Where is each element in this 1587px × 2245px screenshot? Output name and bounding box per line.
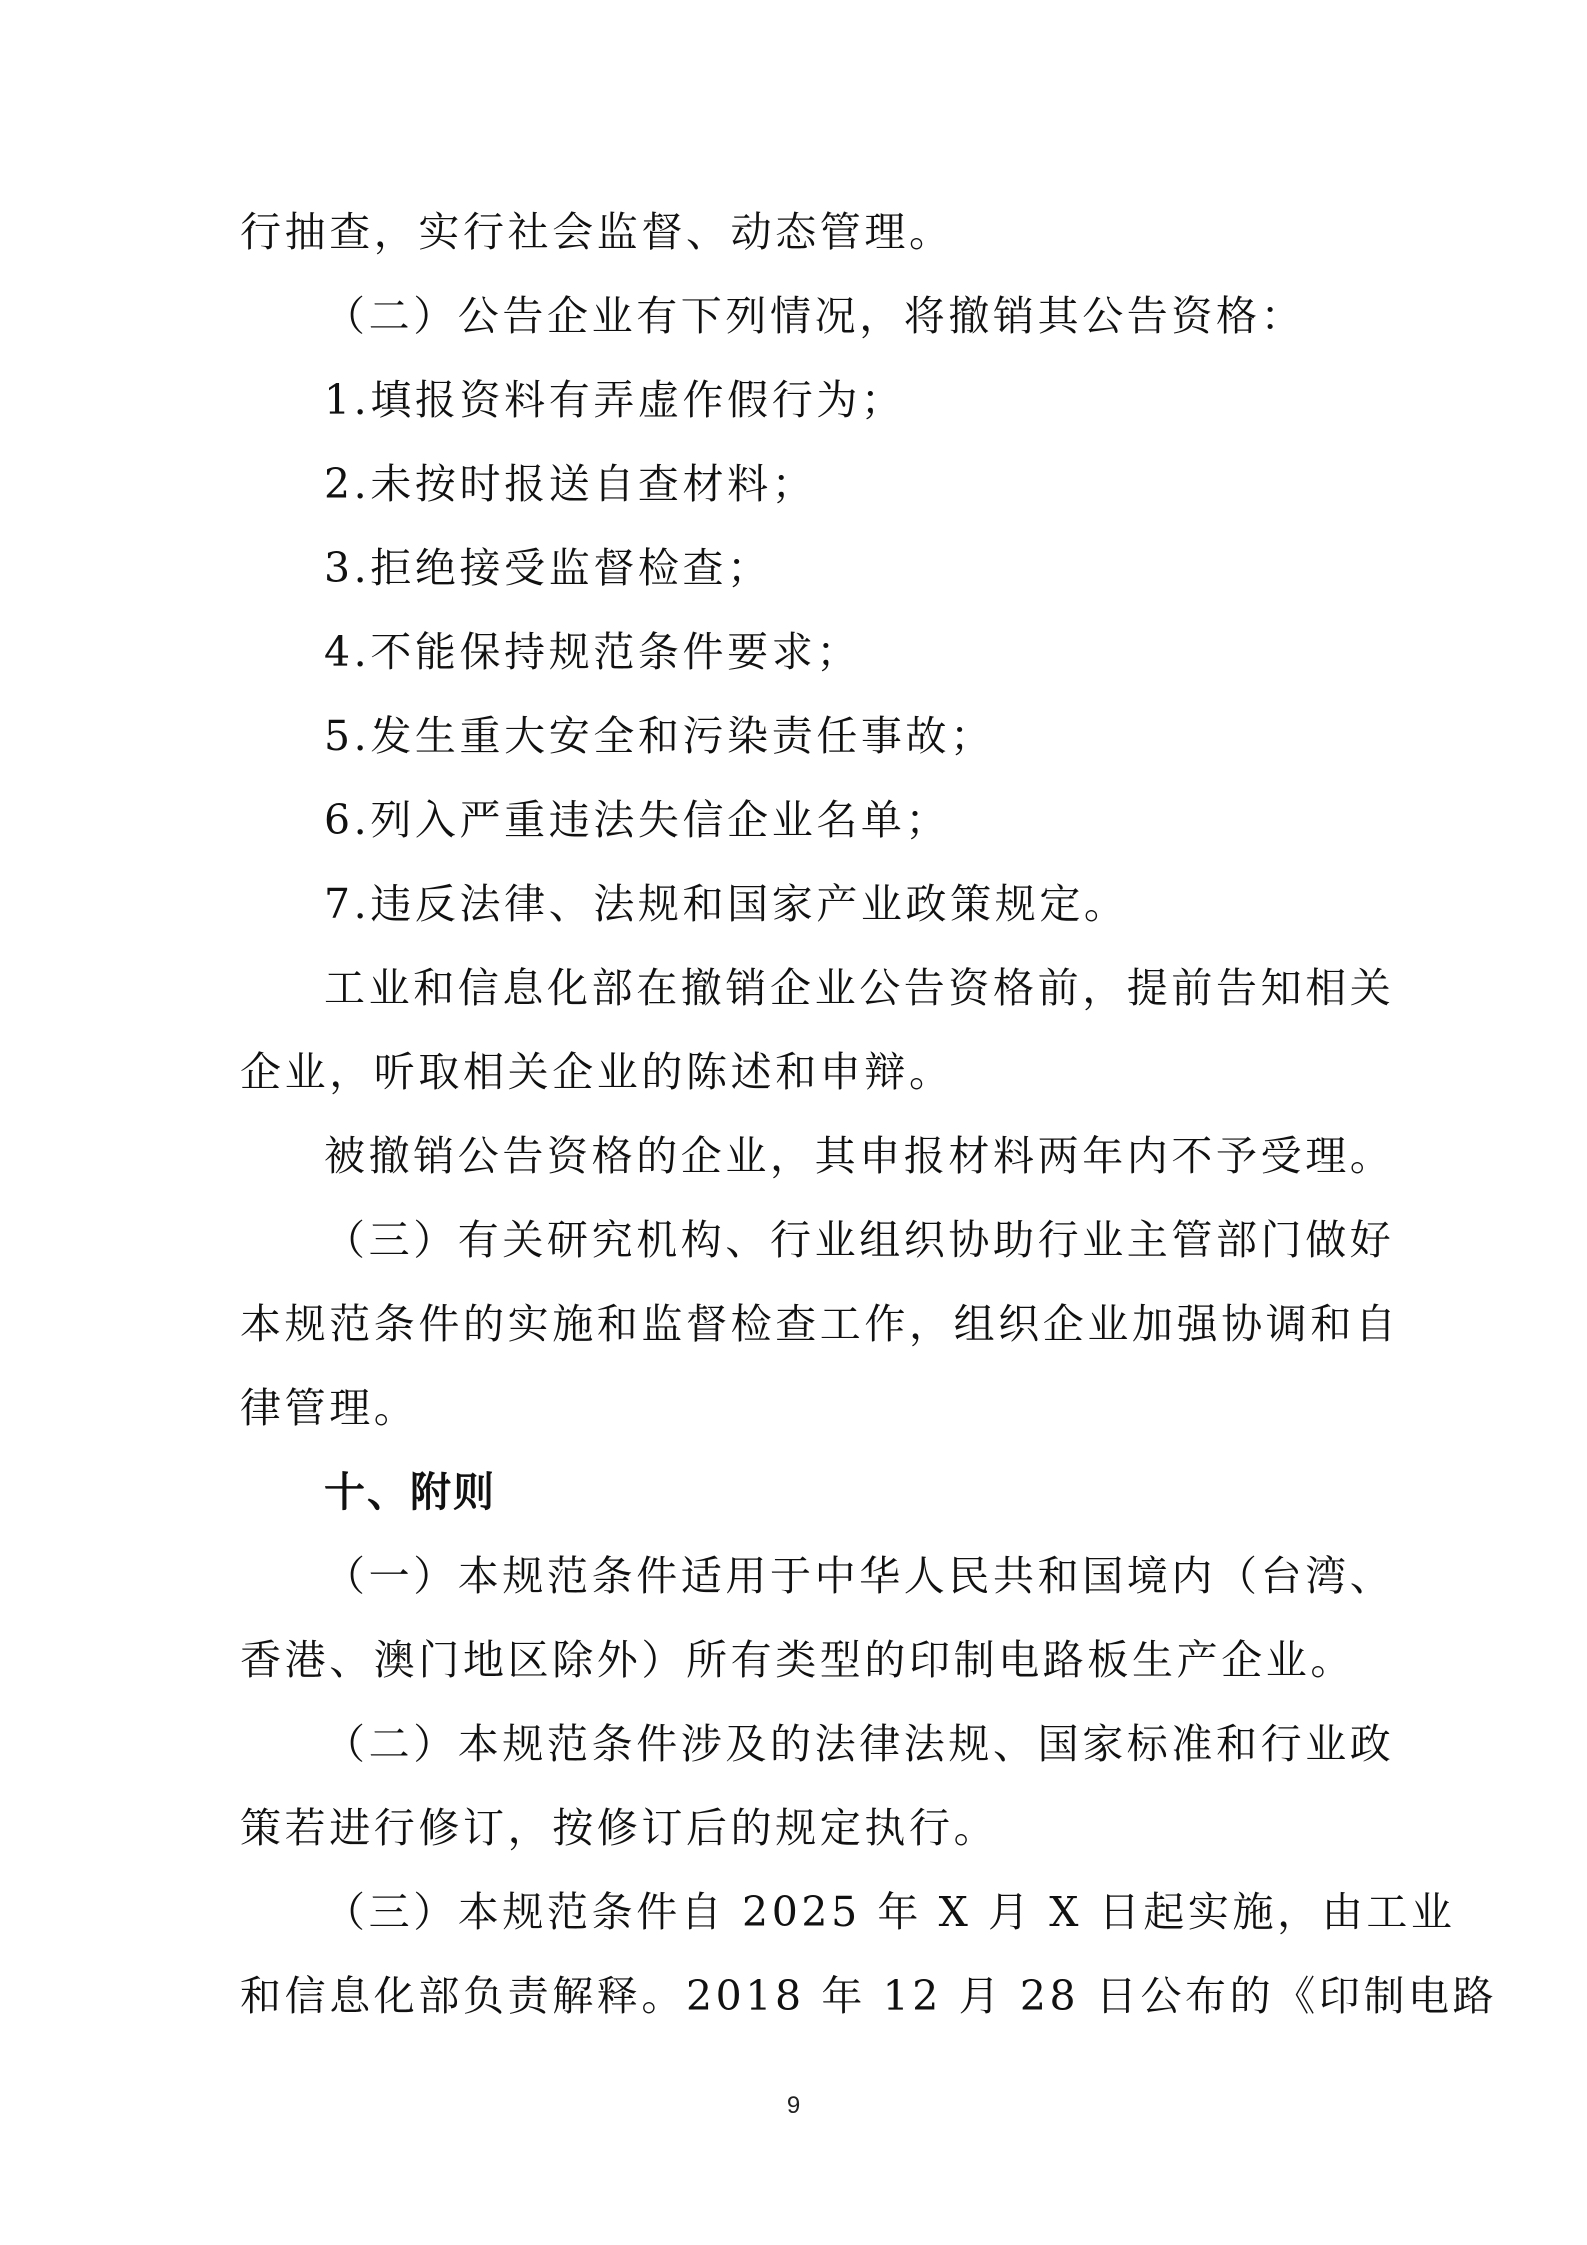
text-line: 工业和信息化部在撤销企业公告资格前，提前告知相关	[324, 964, 1395, 1012]
list-item: 5.发生重大安全和污染责任事故；	[324, 712, 995, 760]
list-item: 2.未按时报送自查材料；	[324, 460, 817, 508]
text-line: 本规范条件的实施和监督检查工作，组织企业加强协调和自	[240, 1300, 1400, 1348]
text-line: （三）有关研究机构、行业组织协助行业主管部门做好	[324, 1216, 1395, 1264]
list-item: 1.填报资料有弄虚作假行为；	[324, 376, 906, 424]
text-line: 被撤销公告资格的企业，其申报材料两年内不予受理。	[324, 1132, 1395, 1180]
list-item: 7.违反法律、法规和国家产业政策规定。	[324, 880, 1129, 928]
text-line: 和信息化部负责解释。2018 年 12 月 28 日公布的《印制电路	[240, 1972, 1498, 2020]
text-line: 香港、澳门地区除外）所有类型的印制电路板生产企业。	[240, 1636, 1355, 1684]
document-body	[240, 190, 1498, 2038]
list-item: 6.列入严重违法失信企业名单；	[324, 796, 951, 844]
text-line: 行抽查，实行社会监督、动态管理。	[240, 208, 954, 256]
list-item: 3.拒绝接受监督检查；	[324, 544, 772, 592]
text-line: （三）本规范条件自 2025 年 X 月 X 日起实施，由工业	[324, 1888, 1456, 1936]
text-line: 律管理。	[240, 1384, 419, 1432]
text-line: 策若进行修订，按修订后的规定执行。	[240, 1804, 999, 1852]
text-line: 企业，听取相关企业的陈述和申辩。	[240, 1048, 954, 1096]
text-line: （一）本规范条件适用于中华人民共和国境内（台湾、	[324, 1552, 1395, 1600]
text-line: （二）本规范条件涉及的法律法规、国家标准和行业政	[324, 1720, 1395, 1768]
list-item: 4.不能保持规范条件要求；	[324, 628, 861, 676]
section-heading: 十、附则	[324, 1468, 496, 1516]
page-number: 9	[786, 2092, 801, 2119]
text-line: （二）公告企业有下列情况，将撤销其公告资格：	[324, 292, 1306, 340]
